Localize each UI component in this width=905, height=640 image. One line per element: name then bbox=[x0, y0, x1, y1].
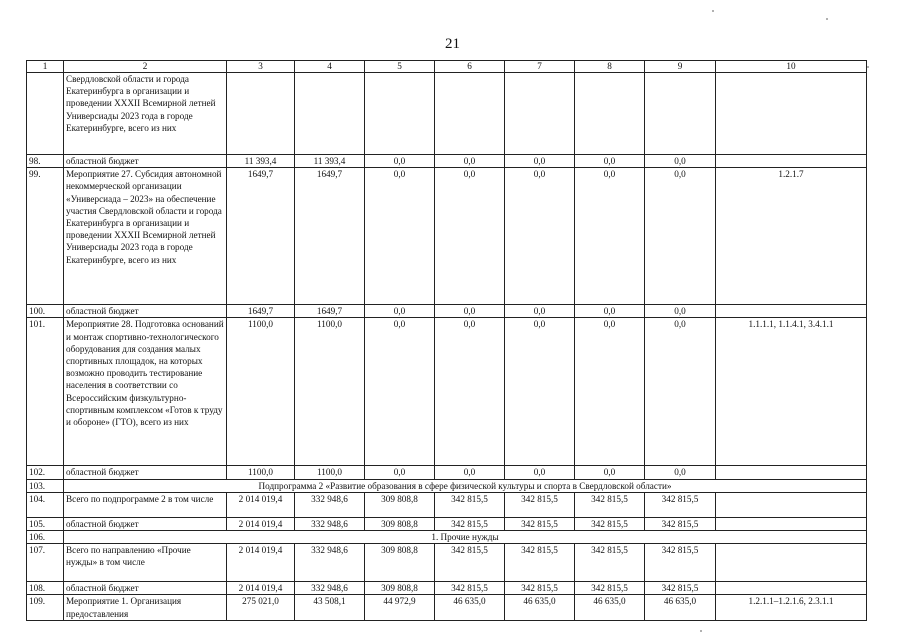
column-header: 9 bbox=[645, 61, 716, 73]
table-row bbox=[27, 582, 867, 595]
target-indicator-cell bbox=[716, 582, 867, 595]
table-row bbox=[27, 544, 867, 582]
amount-cell: 0,0 bbox=[505, 305, 575, 318]
amount-cell: 1100,0 bbox=[227, 466, 295, 479]
amount-cell: 2 014 019,4 bbox=[227, 517, 295, 530]
row-description: областной бюджет bbox=[64, 466, 227, 479]
header-row bbox=[27, 61, 867, 73]
amount-cell: 332 948,6 bbox=[295, 582, 365, 595]
amount-cell: 0,0 bbox=[505, 466, 575, 479]
row-description: областной бюджет bbox=[64, 517, 227, 530]
amount-cell: 0,0 bbox=[365, 168, 435, 305]
amount-cell: 0,0 bbox=[435, 305, 505, 318]
scan-speck bbox=[712, 10, 714, 12]
amount-cell: 0,0 bbox=[365, 155, 435, 168]
amount-cell bbox=[365, 73, 435, 155]
column-header: 2 bbox=[64, 61, 227, 73]
target-indicator-cell bbox=[716, 466, 867, 479]
amount-cell bbox=[435, 73, 505, 155]
table-row bbox=[27, 155, 867, 168]
amount-cell: 0,0 bbox=[365, 466, 435, 479]
amount-cell: 275 021,0 bbox=[227, 595, 295, 620]
row-number: 99. bbox=[27, 168, 64, 305]
amount-cell: 342 815,5 bbox=[435, 544, 505, 582]
amount-cell bbox=[645, 73, 716, 155]
table-row bbox=[27, 168, 867, 305]
amount-cell: 342 815,5 bbox=[505, 492, 575, 517]
row-description: Мероприятие 27. Субсидия автономной некоммерческой организации «Универсиада – 2023» на обеспечение участия Свердловской области и города Екатеринбурга в организации и проведении XXXII Всемирной летней Универсиады 2023 года в городе Екатеринбурге, всего из них bbox=[64, 168, 227, 305]
amount-cell: 1649,7 bbox=[227, 168, 295, 305]
scan-speck bbox=[700, 630, 702, 632]
row-number: 98. bbox=[27, 155, 64, 168]
amount-cell: 0,0 bbox=[505, 168, 575, 305]
amount-cell: 342 815,5 bbox=[435, 582, 505, 595]
amount-cell: 0,0 bbox=[575, 466, 645, 479]
amount-cell: 342 815,5 bbox=[645, 544, 716, 582]
amount-cell: 0,0 bbox=[575, 318, 645, 466]
row-number: 100. bbox=[27, 305, 64, 318]
target-indicator-cell: 1.1.1.1, 1.1.4.1, 3.4.1.1 bbox=[716, 318, 867, 466]
amount-cell: 0,0 bbox=[505, 155, 575, 168]
row-number: 108. bbox=[27, 582, 64, 595]
table-row bbox=[27, 466, 867, 479]
budget-table bbox=[26, 60, 867, 621]
row-number: 109. bbox=[27, 595, 64, 620]
amount-cell: 0,0 bbox=[435, 168, 505, 305]
target-indicator-cell: 1.2.1.1–1.2.1.6, 2.3.1.1 bbox=[716, 595, 867, 620]
target-indicator-cell bbox=[716, 73, 867, 155]
amount-cell: 309 808,8 bbox=[365, 517, 435, 530]
amount-cell: 11 393,4 bbox=[227, 155, 295, 168]
table-row bbox=[27, 517, 867, 530]
amount-cell: 342 815,5 bbox=[505, 517, 575, 530]
column-header: 7 bbox=[505, 61, 575, 73]
row-number bbox=[27, 73, 64, 155]
amount-cell: 1100,0 bbox=[295, 318, 365, 466]
amount-cell: 0,0 bbox=[645, 155, 716, 168]
row-description: областной бюджет bbox=[64, 155, 227, 168]
column-header: 5 bbox=[365, 61, 435, 73]
row-number: 104. bbox=[27, 492, 64, 517]
amount-cell: 0,0 bbox=[575, 168, 645, 305]
amount-cell: 309 808,8 bbox=[365, 544, 435, 582]
amount-cell: 0,0 bbox=[365, 305, 435, 318]
amount-cell: 46 635,0 bbox=[645, 595, 716, 620]
column-header: 10 bbox=[716, 61, 867, 73]
amount-cell: 0,0 bbox=[645, 168, 716, 305]
amount-cell: 342 815,5 bbox=[575, 582, 645, 595]
amount-cell: 342 815,5 bbox=[575, 544, 645, 582]
amount-cell: 332 948,6 bbox=[295, 544, 365, 582]
amount-cell bbox=[227, 73, 295, 155]
section-row bbox=[27, 531, 867, 544]
amount-cell: 46 635,0 bbox=[575, 595, 645, 620]
row-description: областной бюджет bbox=[64, 582, 227, 595]
amount-cell: 2 014 019,4 bbox=[227, 492, 295, 517]
amount-cell: 342 815,5 bbox=[435, 492, 505, 517]
amount-cell: 342 815,5 bbox=[435, 517, 505, 530]
column-header: 8 bbox=[575, 61, 645, 73]
column-header: 4 bbox=[295, 61, 365, 73]
amount-cell: 0,0 bbox=[435, 466, 505, 479]
amount-cell: 1649,7 bbox=[227, 305, 295, 318]
row-number: 101. bbox=[27, 318, 64, 466]
amount-cell: 1100,0 bbox=[227, 318, 295, 466]
amount-cell bbox=[295, 73, 365, 155]
amount-cell: 342 815,5 bbox=[645, 582, 716, 595]
amount-cell: 0,0 bbox=[645, 318, 716, 466]
amount-cell: 342 815,5 bbox=[505, 582, 575, 595]
amount-cell: 332 948,6 bbox=[295, 517, 365, 530]
amount-cell: 1649,7 bbox=[295, 168, 365, 305]
amount-cell: 342 815,5 bbox=[645, 492, 716, 517]
target-indicator-cell bbox=[716, 517, 867, 530]
column-header: 1 bbox=[27, 61, 64, 73]
row-description: Свердловской области и города Екатеринбурга в организации и проведении XXXII Всемирной летней Универсиады 2023 года в городе Екатеринбурге, всего из них bbox=[64, 73, 227, 155]
amount-cell: 1100,0 bbox=[295, 466, 365, 479]
scan-speck bbox=[826, 18, 828, 20]
target-indicator-cell bbox=[716, 305, 867, 318]
amount-cell: 342 815,5 bbox=[575, 517, 645, 530]
amount-cell: 342 815,5 bbox=[575, 492, 645, 517]
row-number: 106. bbox=[27, 531, 64, 544]
amount-cell: 46 635,0 bbox=[435, 595, 505, 620]
section-row bbox=[27, 479, 867, 492]
table-row bbox=[27, 595, 867, 620]
amount-cell: 342 815,5 bbox=[645, 517, 716, 530]
amount-cell: 342 815,5 bbox=[505, 544, 575, 582]
amount-cell: 0,0 bbox=[575, 305, 645, 318]
row-description: Мероприятие 28. Подготовка оснований и монтаж спортивно-технологического оборудования для создания малых спортивных площадок, на которых возможно проводить тестирование населения в соответствии со Всероссийским физкультурно-спортивным комплексом «Готов к труду и обороне» (ГТО), всего из них bbox=[64, 318, 227, 466]
row-number: 105. bbox=[27, 517, 64, 530]
amount-cell: 0,0 bbox=[365, 318, 435, 466]
section-title: Подпрограмма 2 «Развитие образования в сфере физической культуры и спорта в Свердловской области» bbox=[64, 479, 867, 492]
table-row bbox=[27, 492, 867, 517]
column-header: 6 bbox=[435, 61, 505, 73]
table-row bbox=[27, 73, 867, 155]
target-indicator-cell bbox=[716, 544, 867, 582]
amount-cell: 0,0 bbox=[435, 155, 505, 168]
table-row bbox=[27, 318, 867, 466]
table-row bbox=[27, 305, 867, 318]
row-number: 107. bbox=[27, 544, 64, 582]
amount-cell: 44 972,9 bbox=[365, 595, 435, 620]
amount-cell: 0,0 bbox=[575, 155, 645, 168]
amount-cell: 0,0 bbox=[645, 466, 716, 479]
column-header: 3 bbox=[227, 61, 295, 73]
amount-cell: 309 808,8 bbox=[365, 492, 435, 517]
row-description: Всего по направлению «Прочие нужды» в том числе bbox=[64, 544, 227, 582]
target-indicator-cell: 1.2.1.7 bbox=[716, 168, 867, 305]
amount-cell: 43 508,1 bbox=[295, 595, 365, 620]
row-description: Всего по подпрограмме 2 в том числе bbox=[64, 492, 227, 517]
amount-cell: 46 635,0 bbox=[505, 595, 575, 620]
amount-cell: 2 014 019,4 bbox=[227, 544, 295, 582]
row-description: областной бюджет bbox=[64, 305, 227, 318]
amount-cell: 0,0 bbox=[505, 318, 575, 466]
row-description: Мероприятие 1. Организация предоставления bbox=[64, 595, 227, 620]
amount-cell bbox=[575, 73, 645, 155]
amount-cell: 0,0 bbox=[645, 305, 716, 318]
target-indicator-cell bbox=[716, 155, 867, 168]
amount-cell: 332 948,6 bbox=[295, 492, 365, 517]
amount-cell: 309 808,8 bbox=[365, 582, 435, 595]
target-indicator-cell bbox=[716, 492, 867, 517]
page-number: 21 bbox=[445, 36, 460, 52]
row-number: 102. bbox=[27, 466, 64, 479]
amount-cell: 0,0 bbox=[435, 318, 505, 466]
amount-cell: 11 393,4 bbox=[295, 155, 365, 168]
scan-speck bbox=[867, 66, 869, 68]
amount-cell: 1649,7 bbox=[295, 305, 365, 318]
section-title: 1. Прочие нужды bbox=[64, 531, 867, 544]
amount-cell: 2 014 019,4 bbox=[227, 582, 295, 595]
amount-cell bbox=[505, 73, 575, 155]
row-number: 103. bbox=[27, 479, 64, 492]
